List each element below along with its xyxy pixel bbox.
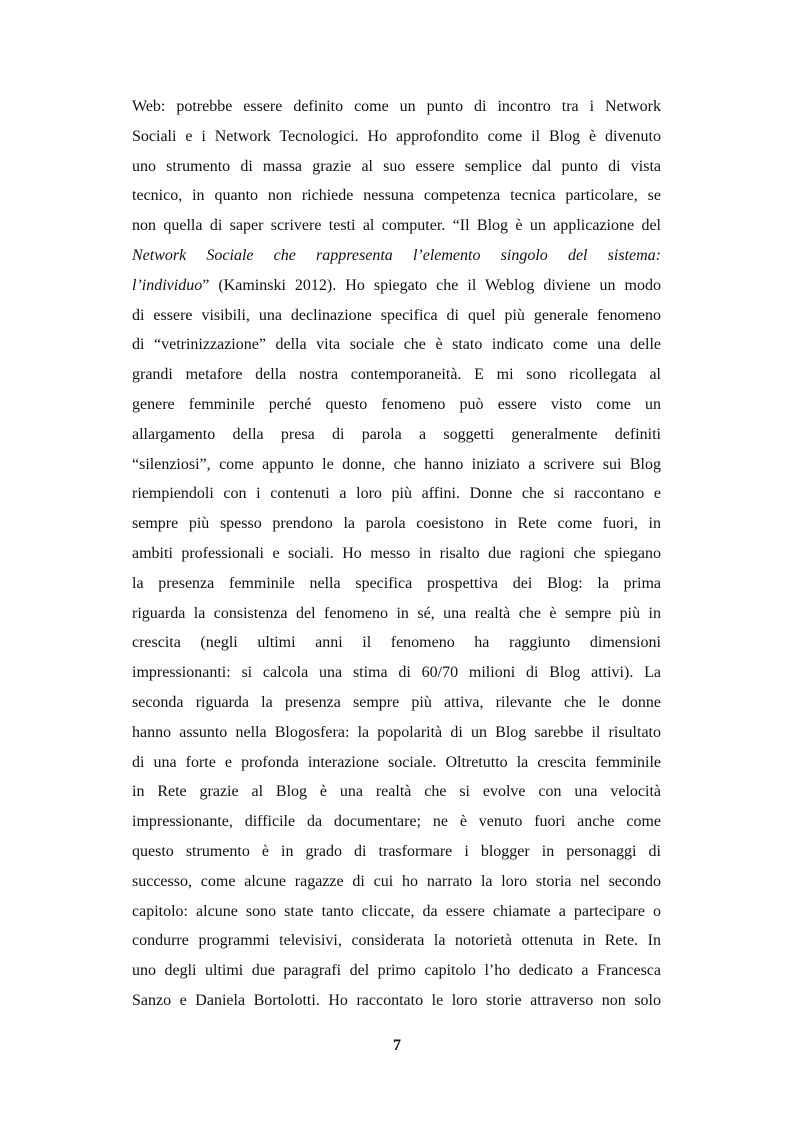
text-line: in Rete grazie al Blog è una realtà che si evolve con una velocità [132,783,661,801]
italic-fragment: l’individuo [132,276,203,294]
text-line: uno strumento di massa grazie al suo essere semplice dal punto di vista [132,157,661,175]
text-line: Sanzo e Daniela Bortolotti. Ho raccontato le loro storie attraverso non solo [132,991,661,1009]
text-line: grandi metafore della nostra contemporaneità. E mi sono ricollegata al [132,366,661,384]
text-line: riguarda la consistenza del fenomeno in sé, una realtà che è sempre più in [132,604,661,622]
text-line: capitolo: alcune sono state tanto cliccate, da essere chiamate a partecipare o [132,902,661,920]
text-line: condurre programmi televisivi, considerata la notorietà ottenuta in Rete. In [132,932,661,950]
text-line: non quella di saper scrivere testi al computer. “Il Blog è un applicazione del [132,217,661,235]
text-line: Web: potrebbe essere definito come un punto di incontro tra i Network [132,98,661,115]
text-line: di “vetrinizzazione” della vita sociale che è stato indicato come una delle [132,336,661,354]
text-line-italic: Network Sociale che rappresenta l’elemento singolo del sistema: [132,246,661,264]
text-line: uno degli ultimi due paragrafi del primo capitolo l’ho dedicato a Francesca [132,962,661,980]
text-line: sempre più spesso prendono la parola coesistono in Rete come fuori, in [132,515,661,533]
text-line: crescita (negli ultimi anni il fenomeno ha raggiunto dimensioni [132,634,661,652]
text-line: Sociali e i Network Tecnologici. Ho approfondito come il Blog è divenuto [132,127,661,145]
text-line: impressionanti: si calcola una stima di 60/70 milioni di Blog attivi). La [132,664,661,682]
body-text [132,92,661,1016]
text-line: riempiendoli con i contenuti a loro più affini. Donne che si raccontano e [132,485,661,503]
text-line: l’individuo” (Kaminski 2012). Ho spiegato che il Weblog diviene un modo [132,276,661,294]
text-line: seconda riguarda la presenza sempre più attiva, rilevante che le donne [132,693,661,711]
text-line: successo, come alcune ragazze di cui ho narrato la loro storia nel secondo [132,872,661,890]
text-line: genere femminile perché questo fenomeno può essere visto come un [132,395,661,413]
page-number: 7 [393,1037,401,1054]
text-line: la presenza femminile nella specifica prospettiva dei Blog: la prima [132,574,661,592]
text-line: questo strumento è in grado di trasformare i blogger in personaggi di [132,842,661,860]
text-line: di essere visibili, una declinazione specifica di quel più generale fenomeno [132,306,661,324]
text-line: hanno assunto nella Blogosfera: la popolarità di un Blog sarebbe il risultato [132,723,661,741]
text-line: “silenziosi”, come appunto le donne, che hanno iniziato a scrivere sui Blog [132,455,661,473]
text-line: di una forte e profonda interazione sociale. Oltretutto la crescita femminile [132,753,661,771]
text-line: ambiti professionali e sociali. Ho messo in risalto due ragioni che spiegano [132,544,661,562]
text-line: impressionante, difficile da documentare; ne è venuto fuori anche come [132,813,661,831]
text-line: tecnico, in quanto non richiede nessuna competenza tecnica particolare, se [132,187,661,205]
text-line: allargamento della presa di parola a soggetti generalmente definiti [132,425,661,443]
